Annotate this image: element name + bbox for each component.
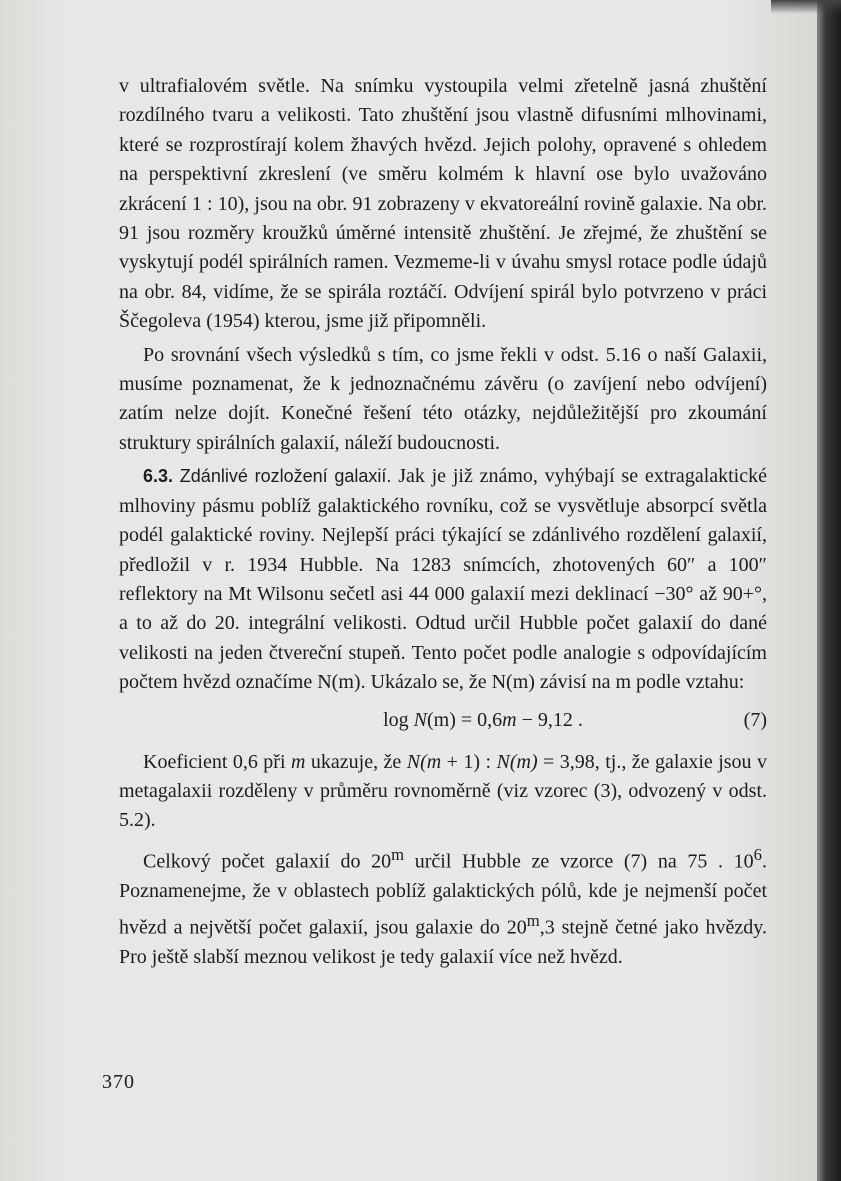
paragraph-total-count: Celkový počet galaxií do 20$^m$ určil Hubble ze vzorce (7) na 75 . $10^6$. Poznamenejme, že v oblastech poblíž galaktických pólů, kde je nejmenší počet hvězd a největší počet galaxií, jsou galaxie do 20$^m$,3 stejně četné jako hvězdy. Pro ještě slabší meznou velikost je tedy galaxií více než hvězd. bbox=[119, 844, 767, 969]
paragraph-conclusion: Po srovnání všech výsledků s tím, co jsme řekli v odst. 5.16 o naší Galaxii, musíme poznamenat, že k jednoznačnému závěru (o zavíjení nebo odvíjení) zatím nelze dojít. Konečné řešení této otázky, nejdůležitější pro zkoumání struktury spirálních galaxií, náleží budoucnosti. bbox=[119, 343, 767, 454]
text-body bbox=[119, 72, 767, 973]
formula-number: (7) bbox=[743, 708, 767, 731]
paragraph-continuation: v ultrafialovém světle. Na snímku vystoupila velmi zřetelně jasná zhuštění rozdílného tvaru a velikosti. Tato zhuštění jsou vlastně difusními mlhovinami, které se rozprostírají kolem žhavých hvězd. Jejich polohy, opravené s ohledem na perspektivní zkreslení (ve směru kolmém k hlavní ose bylo uvažováno zkrácení 1 : 10), jsou na obr. 91 zobrazeny v ekvatoreální rovině galaxie. Na obr. 91 jsou rozměry kroužků úměrné intensitě zhuštění. Je zřejmé, že zhuštění se vyskytují podél spirálních ramen. Vezmeme-li v úvahu smysl rotace podle údajů na obr. 84, vidíme, že se spirála roztáčí. Odvíjení spirál bylo potvrzeno v práci Ščegoleva (1954) kterou, jsme již připomněli. bbox=[119, 75, 767, 333]
section-number: 6.3. bbox=[143, 466, 174, 487]
formula-7 bbox=[119, 706, 767, 736]
paragraph-coefficient: Koeficient 0,6 při m ukazuje, že N(m + 1) : N(m) = 3,98, tj., že galaxie jsou v metagalaxii rozděleny v průměru rovnoměrně (viz vzorec (3), odvozený v odst. 5.2). bbox=[119, 750, 767, 832]
section-body: Jak je již známo, vyhýbají se extragalaktické mlhoviny pásmu poblíž galaktického rovníku, což se vysvětluje absorpcí světla podél galaktické roviny. Nejlepší práci týkající se zdánlivého rozdělení galaxií, předložil v r. 1934 Hubble. Na 1283 snímcích, zhotovených 60″ a 100″ reflektory na Mt Wilsonu sečetl asi 44 000 galaxií mezi deklinací −30° až 90+°, a to až do 20. integrální velikosti. Odtud určil Hubble počet galaxií do dané velikosti na jeden čtvereční stupeň. Tento počet podle analogie s odpovídajícím počtem hvězd označíme N(m). Ukázalo se, že N(m) závisí na m podle vztahu: bbox=[119, 465, 767, 694]
page-number: 370 bbox=[102, 1071, 135, 1093]
page-binding-edge bbox=[817, 0, 841, 1181]
section-6-3 bbox=[119, 462, 767, 697]
section-title: Zdánlivé rozložení galaxií. bbox=[179, 466, 392, 487]
formula-equation: log N(m) = 0,6m − 9,12 . bbox=[383, 708, 583, 731]
page-corner-shadow bbox=[771, 0, 841, 14]
